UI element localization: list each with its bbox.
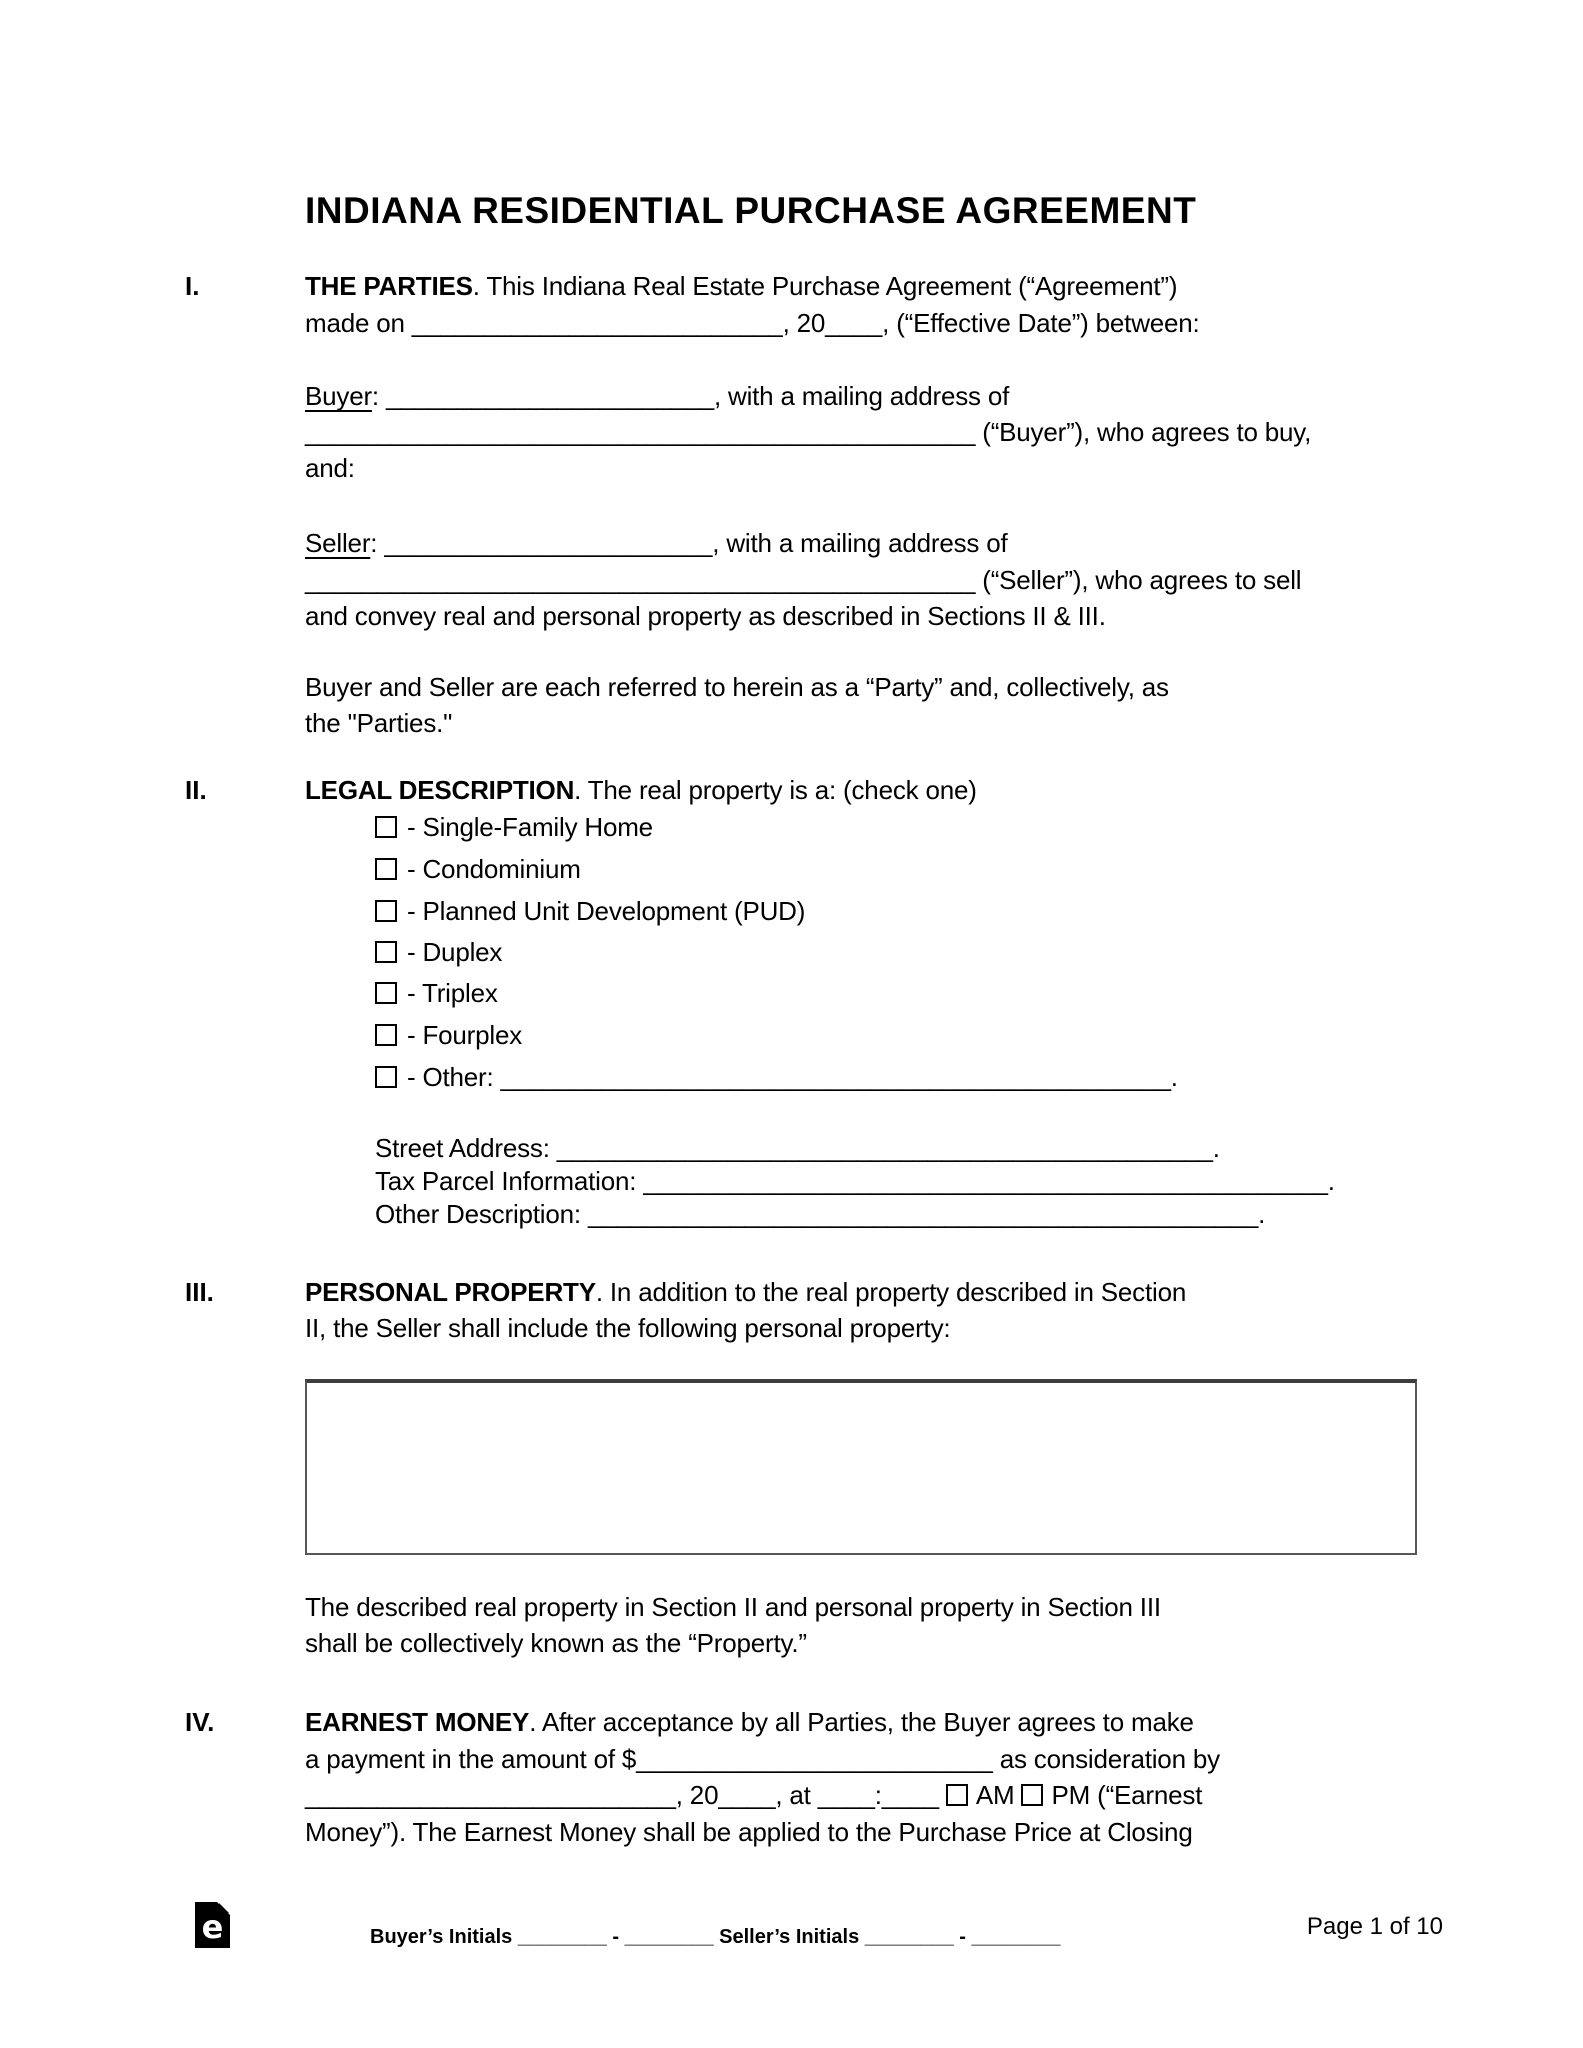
- personal-heading-line: [305, 1274, 1186, 1311]
- footer-initials-line: Buyer’s Initials ________ - ________ Seller’s Initials ________ - ________: [370, 1926, 1061, 1948]
- option-condominium: [375, 851, 581, 888]
- eforms-logo-letter: e: [201, 1908, 224, 1946]
- earnest-heading-line: [305, 1704, 1194, 1741]
- street-address-line: Street Address: ______________________________________________.: [375, 1133, 1220, 1163]
- section-numeral-personal: III.: [185, 1277, 214, 1307]
- parties-made-on-line: made on __________________________, 20____, (“Effective Date”) between:: [305, 308, 1200, 338]
- eforms-logo-document-icon: [195, 1902, 230, 1948]
- personal-property-input-box[interactable]: [305, 1379, 1417, 1555]
- checkbox-triplex[interactable]: [375, 982, 397, 1004]
- buyer-name-blank: : _______________________, with a mailing address of: [371, 381, 1010, 411]
- legal-heading-rest: . The real property is a: (check one): [574, 775, 977, 805]
- legal-heading-line: [305, 772, 977, 809]
- earnest-line3-blanks: __________________________, 20____, at ____:____: [305, 1780, 946, 1810]
- parties-heading-rest: . This Indiana Real Estate Purchase Agreement (“Agreement”): [472, 271, 1178, 301]
- seller-name-blank: : _______________________, with a mailing address of: [370, 528, 1008, 558]
- collective-line-1: Buyer and Seller are each referred to herein as a “Party” and, collectively, as: [305, 672, 1169, 702]
- am-label: AM: [975, 1780, 1022, 1810]
- earnest-heading-rest: . After acceptance by all Parties, the Buyer agrees to make: [529, 1707, 1194, 1737]
- property-note-line-2: shall be collectively known as the “Property.”: [305, 1628, 807, 1658]
- buyer-line-1: [305, 378, 1009, 415]
- checkbox-single-family[interactable]: [375, 816, 397, 838]
- earnest-line-4: Money”). The Earnest Money shall be applied to the Purchase Price at Closing: [305, 1817, 1193, 1847]
- option-pud: [375, 893, 805, 930]
- buyer-label: Buyer: [305, 381, 372, 411]
- option-label: - Duplex: [407, 937, 503, 967]
- section-numeral-legal: II.: [185, 775, 207, 805]
- seller-line-3: and convey real and personal property as described in Sections II & III.: [305, 601, 1106, 631]
- option-label: - Other: _______________________________________________.: [407, 1062, 1178, 1092]
- option-label: - Planned Unit Development (PUD): [407, 896, 806, 926]
- seller-line-1: [305, 525, 1008, 562]
- tax-parcel-line: Tax Parcel Information: ________________________________________________.: [375, 1166, 1335, 1196]
- personal-heading-rest: . In addition to the real property described in Section: [595, 1277, 1187, 1307]
- option-label: - Single-Family Home: [407, 812, 653, 842]
- property-note-line-1: The described real property in Section II and personal property in Section III: [305, 1592, 1161, 1622]
- parties-heading-line: [305, 268, 1177, 305]
- checkbox-am[interactable]: [946, 1784, 968, 1806]
- option-single-family: [375, 809, 653, 846]
- section-numeral-earnest: IV.: [185, 1707, 215, 1737]
- other-description-line: Other Description: _______________________________________________.: [375, 1199, 1266, 1229]
- option-triplex: [375, 975, 498, 1012]
- earnest-line-3: [305, 1777, 1202, 1814]
- footer-page-number: Page 1 of 10: [1306, 1913, 1443, 1940]
- seller-line-2: _______________________________________________ (“Seller”), who agrees to sell: [305, 565, 1302, 595]
- checkbox-other[interactable]: [375, 1066, 397, 1088]
- option-duplex: [375, 934, 502, 971]
- page-title: INDIANA RESIDENTIAL PURCHASE AGREEMENT: [305, 190, 1197, 231]
- checkbox-condominium[interactable]: [375, 858, 397, 880]
- buyer-line-3: and:: [305, 453, 355, 483]
- seller-label: Seller: [305, 528, 371, 558]
- earnest-line-2: a payment in the amount of $_________________________ as consideration by: [305, 1744, 1220, 1774]
- buyer-line-2: _______________________________________________ (“Buyer”), who agrees to buy,: [305, 417, 1312, 447]
- personal-heading: PERSONAL PROPERTY: [305, 1277, 596, 1307]
- section-numeral-parties: I.: [185, 271, 200, 301]
- parties-heading: THE PARTIES: [305, 271, 473, 301]
- legal-heading: LEGAL DESCRIPTION: [305, 775, 575, 805]
- checkbox-pud[interactable]: [375, 900, 397, 922]
- personal-line-2: II, the Seller shall include the following personal property:: [305, 1313, 951, 1343]
- option-label: - Condominium: [407, 854, 581, 884]
- checkbox-duplex[interactable]: [375, 941, 397, 963]
- option-label: - Fourplex: [407, 1020, 523, 1050]
- checkbox-fourplex[interactable]: [375, 1024, 397, 1046]
- pm-label: PM (“Earnest: [1051, 1780, 1203, 1810]
- earnest-heading: EARNEST MONEY: [305, 1707, 530, 1737]
- option-fourplex: [375, 1017, 522, 1054]
- option-label: - Triplex: [407, 978, 498, 1008]
- collective-line-2: the "Parties.": [305, 708, 453, 738]
- option-other: [375, 1059, 1178, 1096]
- checkbox-pm[interactable]: [1021, 1784, 1043, 1806]
